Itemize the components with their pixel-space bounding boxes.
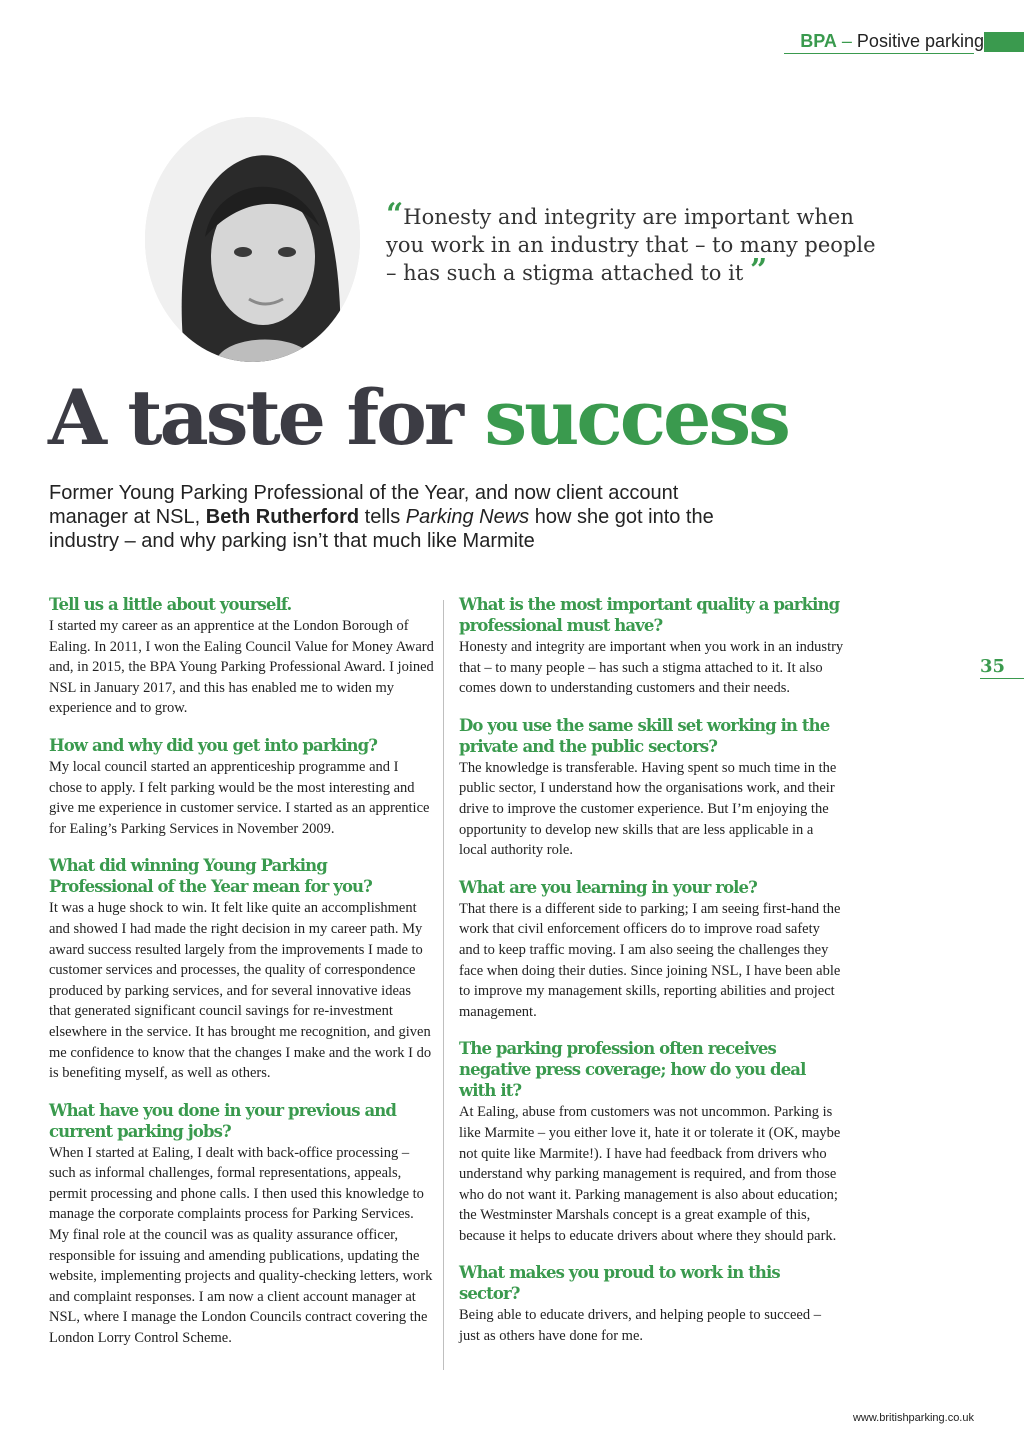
header-section: Positive parking <box>856 31 984 51</box>
headline <box>48 368 788 468</box>
qa-question: What have you done in your previous and current parking jobs? <box>49 1100 396 1141</box>
standfirst-outro: how she got into the industry – and why parking isn’t that much like Marmite <box>49 506 714 552</box>
qa-block <box>459 594 844 699</box>
running-header <box>800 30 984 52</box>
qa-question: The parking profession often receives negative press coverage; how do you deal with it? <box>459 1039 806 1101</box>
standfirst-intro: Former Young Parking Professional of the Year, and now client account manager at NSL, <box>49 482 679 528</box>
standfirst-mid: tells <box>359 506 406 528</box>
qa-block <box>459 877 844 1023</box>
qa-answer: The knowledge is transferable. Having spent so much time in the public sector, I understand how the organisations work, and their drive to improve the customer experience. But I’m enjoying the opportunity to develop new skills that are less applicable in a local authority role. <box>459 759 837 859</box>
qa-question: How and why did you get into parking? <box>49 735 378 755</box>
qa-question: Tell us a little about yourself. <box>49 595 292 614</box>
page-number: 35 <box>980 656 1006 677</box>
qa-answer: Being able to educate drivers, and helping people to succeed – just as others have done for me. <box>459 1307 821 1345</box>
qa-block <box>49 594 434 719</box>
qa-answer: That there is a different side to parking; I am seeing first-hand the work that civil enforcement officers do to improve road safety and to keep traffic moving. I am also seeing the challenges they face when doing their duties. Since joining NSL, I have been able to improve my management skills, reporting abilities and project management. <box>459 900 841 1020</box>
qa-block <box>49 1100 434 1349</box>
qa-answer: When I started at Ealing, I dealt with back-office processing – such as informal challenges, formal representations, appeals, permit processing and phone calls. I then used this knowledge to manage the corporate complaints process for Parking Services. My final role at the council was as quality assurance officer, responsible for issuing and amending publications, updating the website, implementing projects and quality-checking letters, work and complaint responses. I am now a client account manager at NSL, where I manage the London Councils contract covering the London Lorry Control Scheme. <box>49 1144 433 1347</box>
standfirst <box>49 481 749 553</box>
right-column <box>459 594 844 1363</box>
open-quote-mark: “ <box>386 197 404 232</box>
qa-answer: It was a huge shock to win. It felt like quite an accomplishment and showed I had made the right decision in my career path. My award success resulted largely from the improvements I made to customer services and processes, the quality of correspondence produced by parking services, and for several innovative ideas that generated significant council savings for re-investment elsewhere in the service. It has brought me recognition, and given me confidence to know that the changes I make and the work I do is benefiting myself, as well as others. <box>49 900 432 1082</box>
qa-question: What is the most important quality a parking professional must have? <box>459 595 840 635</box>
standfirst-publication: Parking News <box>405 506 530 528</box>
qa-answer: Honesty and integrity are important when you work in an industry that – to many people – has such a stigma attached to it. It also comes down to understanding customers and their needs. <box>459 639 844 697</box>
header-rule <box>784 53 974 54</box>
qa-answer: I started my career as an apprentice at the London Borough of Ealing. In 2011, I won the Ealing Council Value for Money Award and, in 2015, the BPA Young Parking Professional Award. I joined NSL in January 2017, and this has enabled me to widen my experience and to grow. <box>49 618 434 717</box>
portrait-photo <box>145 117 360 362</box>
header-brand: BPA <box>800 31 837 51</box>
qa-block <box>49 735 434 839</box>
pull-quote-text: Honesty and integrity are important when you work in an industry that – to many people – has such a stigma attached to it <box>386 205 876 285</box>
qa-answer: My local council started an apprenticeship programme and I chose to apply. I felt parking would be the most interesting and give me experience in customer service. I started as an apprentice for Ealing’s Parking Services in November 2009. <box>49 758 430 837</box>
column-divider <box>443 600 444 1370</box>
qa-question: What are you learning in your role? <box>459 877 757 897</box>
headline-part-green: success <box>484 373 788 462</box>
qa-block <box>49 855 434 1083</box>
headline-part-dark: A taste for <box>48 373 461 462</box>
qa-block <box>459 1262 844 1346</box>
qa-question: Do you use the same skill set working in the private and the public sectors? <box>459 715 830 756</box>
qa-answer: At Ealing, abuse from customers was not uncommon. Parking is like Marmite – you either love it, hate it or tolerate it (OK, maybe not quite like Marmite!). I have had feedback from drivers who understand why parking management is required, and from those who do not want it. Parking management is also about education; the Westminster Marshals concept is a great example of this, because it helps to educate drivers about where they should park. <box>459 1104 841 1244</box>
left-column <box>49 594 434 1365</box>
qa-block <box>459 1038 844 1246</box>
header-separator: – <box>836 31 857 51</box>
qa-question: What did winning Young Parking Professional of the Year mean for you? <box>49 856 372 897</box>
standfirst-name: Beth Rutherford <box>205 506 360 528</box>
close-quote-mark: ” <box>749 253 768 288</box>
footer-url: www.britishparking.co.uk <box>852 1412 974 1424</box>
page-number-rule <box>980 678 1024 679</box>
header-color-tab <box>984 32 1024 52</box>
qa-block <box>459 715 844 861</box>
pull-quote <box>386 197 886 288</box>
qa-question: What makes you proud to work in this sector? <box>459 1263 780 1304</box>
